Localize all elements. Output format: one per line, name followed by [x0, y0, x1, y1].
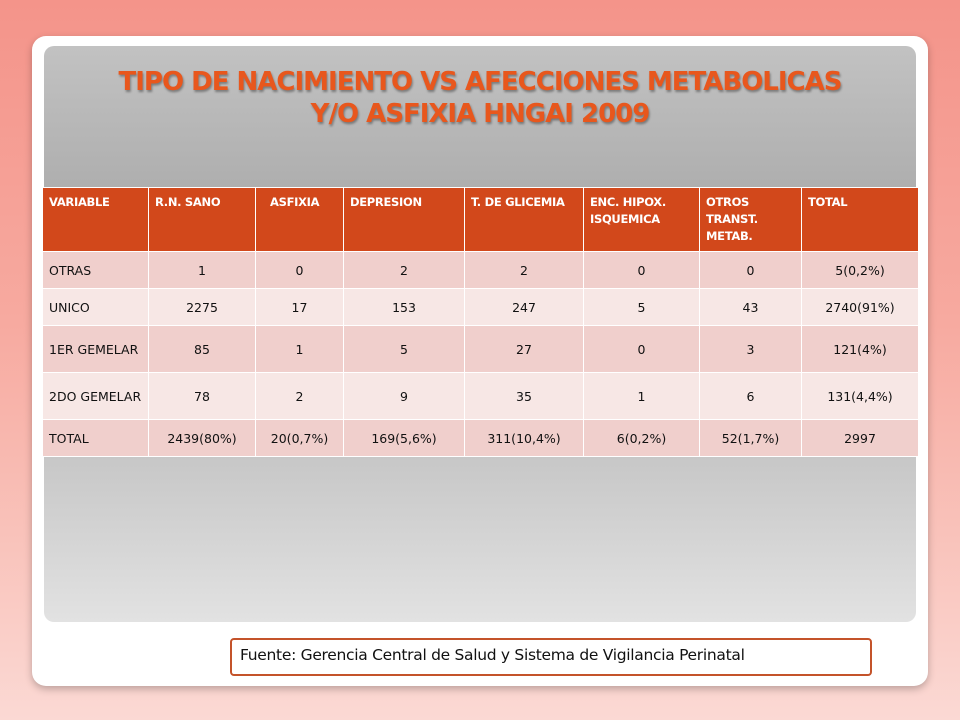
- cell-asfixia: 2: [256, 373, 344, 420]
- cell-total: 131(4,4%): [802, 373, 919, 420]
- cell-asfixia: 17: [256, 289, 344, 326]
- cell-otros-transt: 6: [700, 373, 802, 420]
- slide-title-line-2: Y/O ASFIXIA HNGAI 2009: [310, 99, 650, 129]
- table-row: [43, 326, 919, 373]
- table-row: [43, 252, 919, 289]
- cell-enc-hipox: 6(0,2%): [584, 420, 700, 457]
- cell-t-glicemia: 311(10,4%): [465, 420, 584, 457]
- cell-total: 2997: [802, 420, 919, 457]
- cell-otros-transt: 3: [700, 326, 802, 373]
- cell-enc-hipox: 0: [584, 326, 700, 373]
- table-row: [43, 289, 919, 326]
- row-label: TOTAL: [43, 420, 149, 457]
- source-note: Fuente: Gerencia Central de Salud y Sistema de Vigilancia Perinatal: [230, 638, 872, 676]
- cell-rn-sano: 2275: [149, 289, 256, 326]
- row-label: OTRAS: [43, 252, 149, 289]
- header-variable: VARIABLE: [43, 188, 149, 252]
- header-t-glicemia: T. DE GLICEMIA: [465, 188, 584, 252]
- cell-total: 5(0,2%): [802, 252, 919, 289]
- table-row: [43, 420, 919, 457]
- row-label: 2DO GEMELAR: [43, 373, 149, 420]
- cell-otros-transt: 52(1,7%): [700, 420, 802, 457]
- cell-depresion: 153: [344, 289, 465, 326]
- cell-total: 2740(91%): [802, 289, 919, 326]
- cell-otros-transt: 0: [700, 252, 802, 289]
- cell-depresion: 9: [344, 373, 465, 420]
- header-enc-hipox: ENC. HIPOX. ISQUEMICA: [584, 188, 700, 252]
- table-header-row: [43, 188, 919, 252]
- cell-enc-hipox: 5: [584, 289, 700, 326]
- cell-depresion: 2: [344, 252, 465, 289]
- cell-depresion: 5: [344, 326, 465, 373]
- cell-rn-sano: 78: [149, 373, 256, 420]
- slide-title-line-1: TIPO DE NACIMIENTO VS AFECCIONES METABOLICAS: [118, 67, 842, 97]
- header-otros-transt: OTROS TRANST. METAB.: [700, 188, 802, 252]
- header-asfixia: ASFIXIA: [256, 188, 344, 252]
- cell-rn-sano: 1: [149, 252, 256, 289]
- cell-t-glicemia: 27: [465, 326, 584, 373]
- cell-otros-transt: 43: [700, 289, 802, 326]
- row-label: 1ER GEMELAR: [43, 326, 149, 373]
- header-total: TOTAL: [802, 188, 919, 252]
- cell-t-glicemia: 35: [465, 373, 584, 420]
- cell-total: 121(4%): [802, 326, 919, 373]
- cell-asfixia: 0: [256, 252, 344, 289]
- cell-enc-hipox: 0: [584, 252, 700, 289]
- cell-t-glicemia: 247: [465, 289, 584, 326]
- cell-asfixia: 1: [256, 326, 344, 373]
- slide-title: [44, 66, 916, 130]
- data-table: [42, 187, 919, 457]
- cell-enc-hipox: 1: [584, 373, 700, 420]
- cell-t-glicemia: 2: [465, 252, 584, 289]
- table-row: [43, 373, 919, 420]
- cell-rn-sano: 2439(80%): [149, 420, 256, 457]
- cell-depresion: 169(5,6%): [344, 420, 465, 457]
- header-rn-sano: R.N. SANO: [149, 188, 256, 252]
- cell-asfixia: 20(0,7%): [256, 420, 344, 457]
- cell-rn-sano: 85: [149, 326, 256, 373]
- header-depresion: DEPRESION: [344, 188, 465, 252]
- row-label: UNICO: [43, 289, 149, 326]
